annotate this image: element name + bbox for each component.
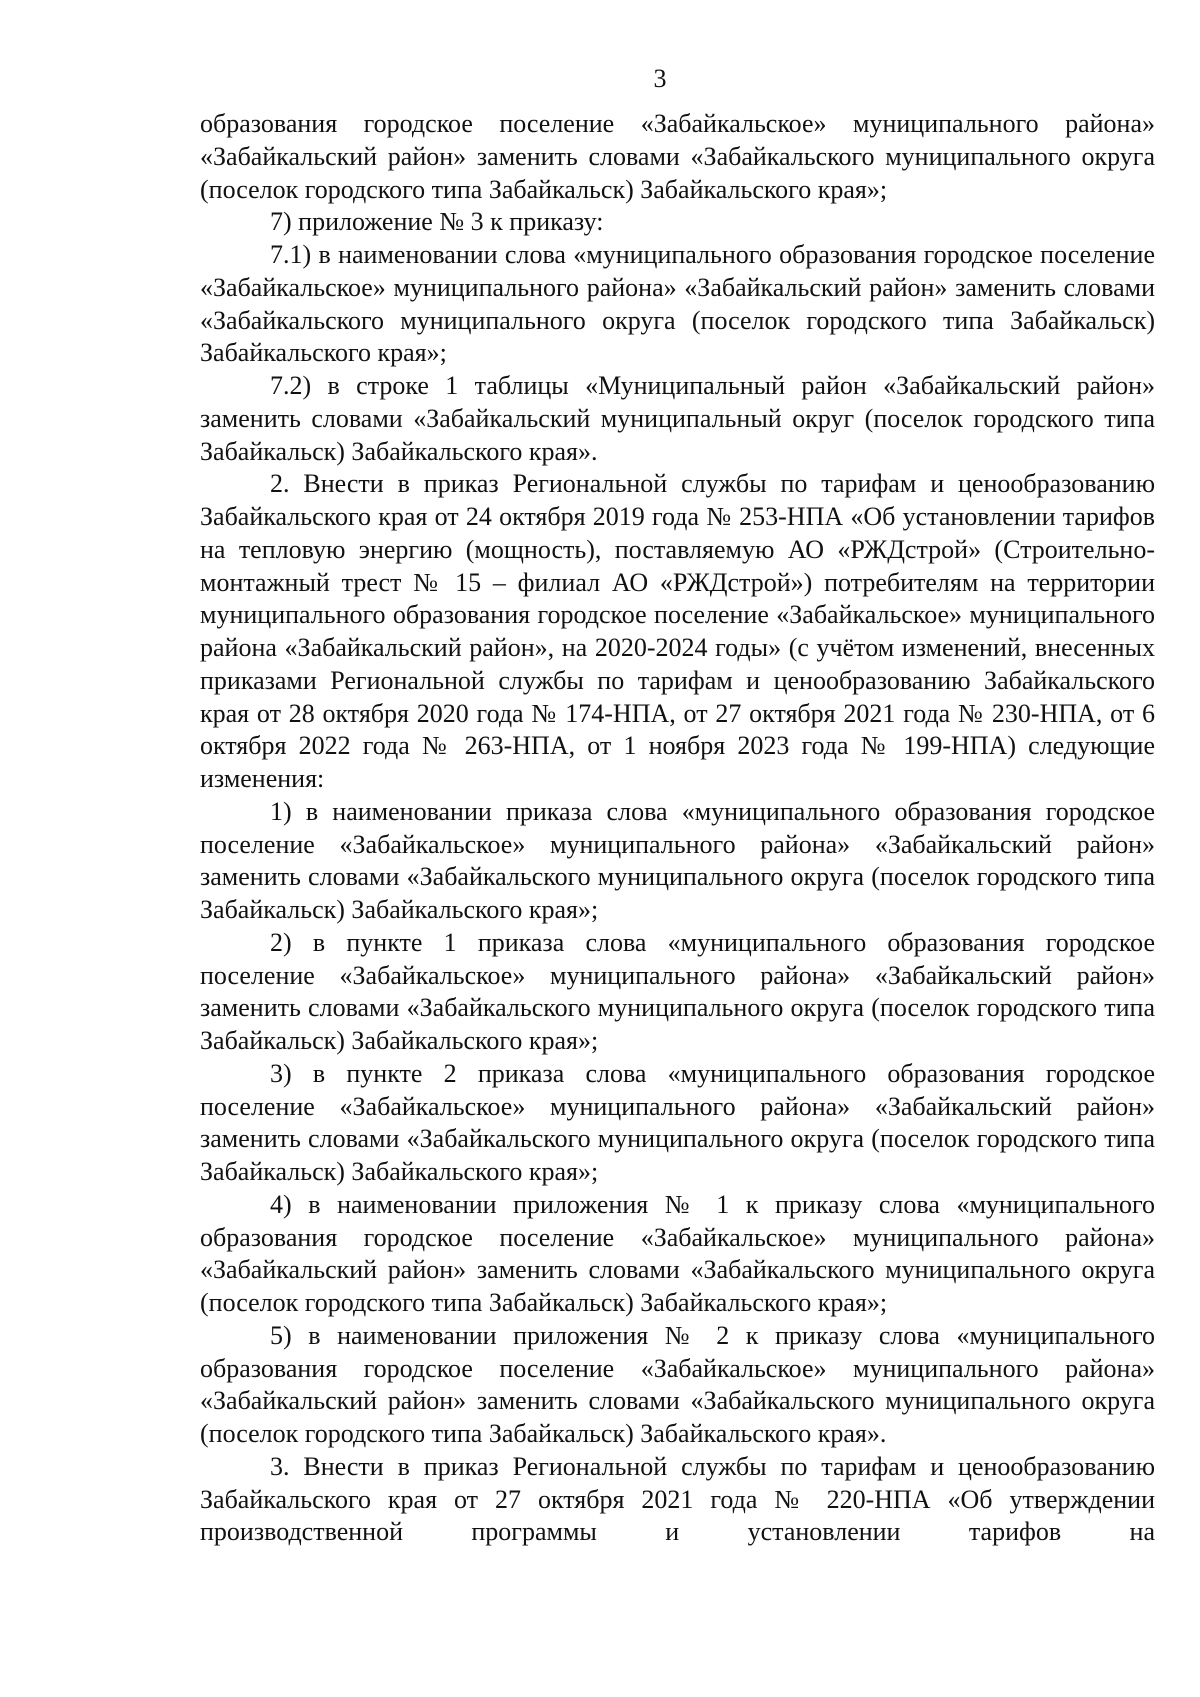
paragraph: 3. Внести в приказ Региональной службы по тарифам и ценообразованию Забайкальского края от 27 октября 2021 года № 220-НПА «Об утверждении производственной программы и установлении тарифов на [200,1451,1155,1547]
paragraph: 5) в наименовании приложения № 2 к приказу слова «муниципального образования городское поселение «Забайкальское» муниципального района» «Забайкальский район» заменить словами «Забайкальского муниципального округа (поселок городского типа Забайкальск) Забайкальского края». [200,1320,1155,1448]
paragraph: 7.2) в строке 1 таблицы «Муниципальный район «Забайкальский район» заменить словами «Забайкальский муниципальный округ (поселок городского типа Забайкальск) Забайкальского края». [200,371,1155,466]
paragraph: 3) в пункте 2 приказа слова «муниципального образования городское поселение «Забайкальское» муниципального района» «Забайкальский район» заменить словами «Забайкальского муниципального округа (поселок городского типа Забайкальск) Забайкальского края»; [200,1058,1155,1186]
paragraph: 7) приложение № 3 к приказу: [270,207,604,237]
paragraph: 7.1) в наименовании слова «муниципального образования городское поселение «Забайкальское» муниципального района» «Забайкальский район» заменить словами «Забайкальского муниципального округа (поселок городского типа Забайкальск) Забайкальского края»; [200,240,1155,368]
paragraph: 2) в пункте 1 приказа слова «муниципального образования городское поселение «Забайкальское» муниципального района» «Забайкальский район» заменить словами «Забайкальского муниципального округа (поселок городского типа Забайкальск) Забайкальского края»; [200,927,1155,1055]
paragraph: 2. Внести в приказ Региональной службы по тарифам и ценообразованию Забайкальского края от 24 октября 2019 года № 253-НПА «Об установлении тарифов на тепловую энергию (мощность), поставляемую АО «РЖДстрой» (Строительно-монтажный трест № 15 – филиал АО «РЖДстрой») потребителям на территории муниципального образования городское поселение «Забайкальское» муниципального района «Забайкальский район», на 2020-2024 годы» (с учётом изменений, внесенных приказами Региональной службы по тарифам и ценообразованию Забайкальского края от 28 октября 2020 года № 174-НПА, от 27 октября 2021 года № 230-НПА, от 6 октября 2022 года № 263-НПА, от 1 ноября 2023 года № 199-НПА) следующие изменения: [200,469,1155,793]
paragraph: 1) в наименовании приказа слова «муниципального образования городское поселение «Забайкальское» муниципального района» «Забайкальский район» заменить словами «Забайкальского муниципального округа (поселок городского типа Забайкальск) Забайкальского края»; [200,796,1155,924]
page-number: 3 [653,64,667,93]
paragraph: 4) в наименовании приложения № 1 к приказу слова «муниципального образования городское поселение «Забайкальское» муниципального района» «Забайкальский район» заменить словами «Забайкальского муниципального округа (поселок городского типа Забайкальск) Забайкальского края»; [200,1189,1155,1317]
paragraph: образования городское поселение «Забайкальское» муниципального района» «Забайкальский район» заменить словами «Забайкальского муниципального округа (поселок городского типа Забайкальск) Забайкальского края»; [200,109,1155,204]
document-body [200,108,1155,1549]
